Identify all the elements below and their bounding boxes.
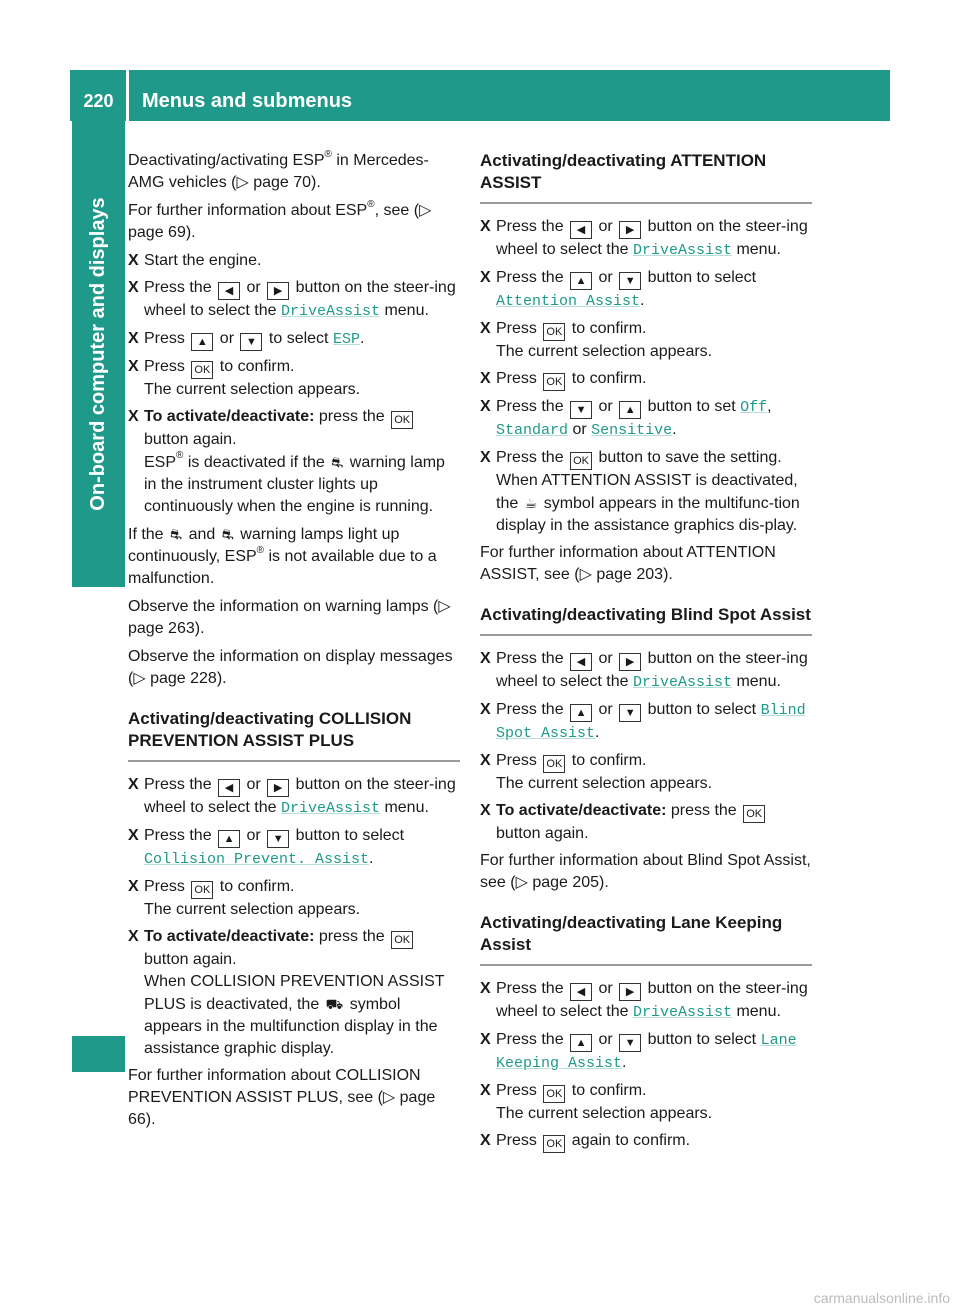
esp-off-warning-icon: ⛐ bbox=[221, 526, 234, 542]
step-select-blind: X Press the ▲ or ▼ button to select Blind Spot Assist. bbox=[480, 699, 812, 745]
sensitive-label: Sensitive bbox=[591, 422, 673, 439]
driveassist-menu-label: DriveAssist bbox=[632, 1004, 732, 1021]
step-select-attention: X Press the ▲ or ▼ button to select Attention Assist. bbox=[480, 267, 812, 313]
ok-icon: OK bbox=[543, 323, 565, 341]
watermark: carmanualsonline.info bbox=[813, 1290, 950, 1306]
step-toggle-collision: X To activate/deactivate: press the OK button again. When COLLISION PREVENTION ASSIST PLUS is deactivated, the ⛟ symbol appears in the multifunction display in the assistance graphic display. bbox=[128, 926, 460, 1060]
step-select-driveassist: X Press the ◀ or ▶ button on the steer-ing wheel to select the DriveAssist menu. bbox=[480, 648, 812, 694]
step-confirm: X Press OK to confirm. The current selection appears. bbox=[480, 318, 812, 363]
right-arrow-icon: ▶ bbox=[619, 983, 641, 1001]
heading-lane-keeping: Activating/deactivating Lane Keeping Assist bbox=[480, 912, 812, 966]
left-arrow-icon: ◀ bbox=[218, 779, 240, 797]
step-toggle-esp: X To activate/deactivate: press the OK button again. ESP® is deactivated if the ⛐ warning lamp in the instrument cluster lights up continuously when the engine is running. bbox=[128, 406, 460, 518]
step-start-engine: X Start the engine. bbox=[128, 250, 460, 272]
esp-warning-icon: ⛐ bbox=[170, 526, 183, 542]
ok-icon: OK bbox=[543, 373, 565, 391]
up-arrow-icon: ▲ bbox=[570, 272, 592, 290]
down-arrow-icon: ▼ bbox=[240, 333, 262, 351]
collision-prevent-label: Collision Prevent. Assist bbox=[144, 851, 370, 868]
intro-paragraph-2: For further information about ESP®, see (▷ page 69). bbox=[128, 199, 432, 241]
up-arrow-icon: ▲ bbox=[570, 1034, 592, 1052]
side-tab-stub bbox=[72, 1036, 125, 1072]
step-select-collision: X Press the ▲ or ▼ button to select Collision Prevent. Assist. bbox=[128, 825, 460, 871]
left-arrow-icon: ◀ bbox=[570, 221, 592, 239]
page-number: 220 bbox=[83, 91, 114, 111]
up-arrow-icon: ▲ bbox=[570, 704, 592, 722]
ok-icon: OK bbox=[543, 1085, 565, 1103]
up-arrow-icon: ▲ bbox=[191, 333, 213, 351]
malfunction-paragraph: If the ⛐ and ⛐ warning lamps light up continuously, ESP® is not available due to a malfunction. bbox=[128, 523, 460, 590]
off-label: Off bbox=[740, 399, 768, 416]
step-set-sensitivity: X Press the ▼ or ▲ button to set Off, Standard or Sensitive. bbox=[480, 396, 812, 442]
attention-info-paragraph: For further information about ATTENTION ASSIST, see (▷ page 203). bbox=[480, 544, 776, 583]
step-confirm-again: X Press OK to confirm. bbox=[480, 368, 812, 391]
collision-info-paragraph: For further information about COLLISION PREVENTION ASSIST PLUS, see (▷ page 66). bbox=[128, 1067, 436, 1128]
intro-paragraph-1: Deactivating/activating ESP® in Mercedes-AMG vehicles (▷ page 70). bbox=[128, 149, 429, 191]
driveassist-menu-label: DriveAssist bbox=[632, 242, 732, 259]
step-confirm-again: X Press OK again to confirm. bbox=[480, 1130, 812, 1153]
step-select-driveassist: X Press the ◀ or ▶ button on the steer-ing wheel to select the DriveAssist menu. bbox=[128, 774, 460, 820]
ok-icon: OK bbox=[543, 1135, 565, 1153]
step-confirm: X Press OK to confirm. The current selection appears. bbox=[128, 876, 460, 921]
left-arrow-icon: ◀ bbox=[218, 282, 240, 300]
down-arrow-icon: ▼ bbox=[570, 401, 592, 419]
driveassist-menu-label: DriveAssist bbox=[280, 303, 380, 320]
down-arrow-icon: ▼ bbox=[619, 1034, 641, 1052]
side-tab-label: On-board computer and displays bbox=[87, 197, 109, 511]
step-select-esp: X Press ▲ or ▼ to select ESP. bbox=[128, 328, 460, 351]
standard-label: Standard bbox=[496, 422, 569, 439]
step-confirm: X Press OK to confirm. The current selection appears. bbox=[480, 1080, 812, 1125]
right-arrow-icon: ▶ bbox=[619, 221, 641, 239]
blind-info-paragraph: For further information about Blind Spot Assist, see (▷ page 205). bbox=[480, 852, 811, 891]
header-divider bbox=[126, 70, 129, 121]
heading-collision-prevention: Activating/deactivating COLLISION PREVENTION ASSIST PLUS bbox=[128, 708, 460, 762]
blind-spot-label: Blind Spot Assist bbox=[496, 702, 806, 742]
down-arrow-icon: ▼ bbox=[619, 704, 641, 722]
step-save-attention: X Press the OK button to save the setting. When ATTENTION ASSIST is deactivated, the ☕ symbol appears in the multifunc-tion display in the assistance graphics dis-play. bbox=[480, 447, 812, 537]
display-messages-paragraph: Observe the information on display messages (▷ page 228). bbox=[128, 648, 453, 687]
step-select-driveassist: X Press the ◀ or ▶ button on the steer-ing wheel to select the DriveAssist menu. bbox=[480, 978, 812, 1024]
heading-blind-spot: Activating/deactivating Blind Spot Assist bbox=[480, 604, 812, 636]
step-select-lane: X Press the ▲ or ▼ button to select Lane Keeping Assist. bbox=[480, 1029, 812, 1075]
collision-off-icon: ⛟ bbox=[325, 996, 344, 1012]
right-arrow-icon: ▶ bbox=[267, 779, 289, 797]
ok-icon: OK bbox=[391, 411, 413, 429]
ok-icon: OK bbox=[743, 805, 765, 823]
down-arrow-icon: ▼ bbox=[267, 830, 289, 848]
down-arrow-icon: ▼ bbox=[619, 272, 641, 290]
page-title: Menus and submenus bbox=[142, 90, 353, 112]
ok-icon: OK bbox=[391, 931, 413, 949]
warning-lamps-paragraph: Observe the information on warning lamps (▷ page 263). bbox=[128, 598, 451, 637]
driveassist-menu-label: DriveAssist bbox=[280, 800, 380, 817]
ok-icon: OK bbox=[543, 755, 565, 773]
left-arrow-icon: ◀ bbox=[570, 983, 592, 1001]
lane-keeping-label: Lane Keeping Assist bbox=[496, 1032, 797, 1072]
attention-off-icon: ☕ bbox=[524, 495, 538, 511]
right-arrow-icon: ▶ bbox=[267, 282, 289, 300]
left-arrow-icon: ◀ bbox=[570, 653, 592, 671]
step-confirm: X Press OK to confirm. The current selection appears. bbox=[480, 750, 812, 795]
step-toggle-blind: X To activate/deactivate: press the OK button again. bbox=[480, 800, 812, 845]
right-arrow-icon: ▶ bbox=[619, 653, 641, 671]
step-select-driveassist: X Press the ◀ or ▶ button on the steer-ing wheel to select the DriveAssist menu. bbox=[480, 216, 812, 262]
step-select-driveassist: X Press the ◀ or ▶ button on the steer-ing wheel to select the DriveAssist menu. bbox=[128, 277, 460, 323]
attention-assist-label: Attention Assist bbox=[496, 293, 641, 310]
up-arrow-icon: ▲ bbox=[218, 830, 240, 848]
esp-label: ESP bbox=[332, 331, 360, 348]
heading-attention-assist: Activating/deactivating ATTENTION ASSIST bbox=[480, 150, 812, 204]
ok-icon: OK bbox=[191, 881, 213, 899]
left-column bbox=[128, 150, 460, 1137]
up-arrow-icon: ▲ bbox=[619, 401, 641, 419]
step-confirm: X Press OK to confirm. The current selection appears. bbox=[128, 356, 460, 401]
right-column bbox=[480, 150, 812, 1158]
driveassist-menu-label: DriveAssist bbox=[632, 674, 732, 691]
ok-icon: OK bbox=[191, 361, 213, 379]
ok-icon: OK bbox=[570, 452, 592, 470]
esp-off-warning-icon: ⛐ bbox=[331, 454, 344, 470]
